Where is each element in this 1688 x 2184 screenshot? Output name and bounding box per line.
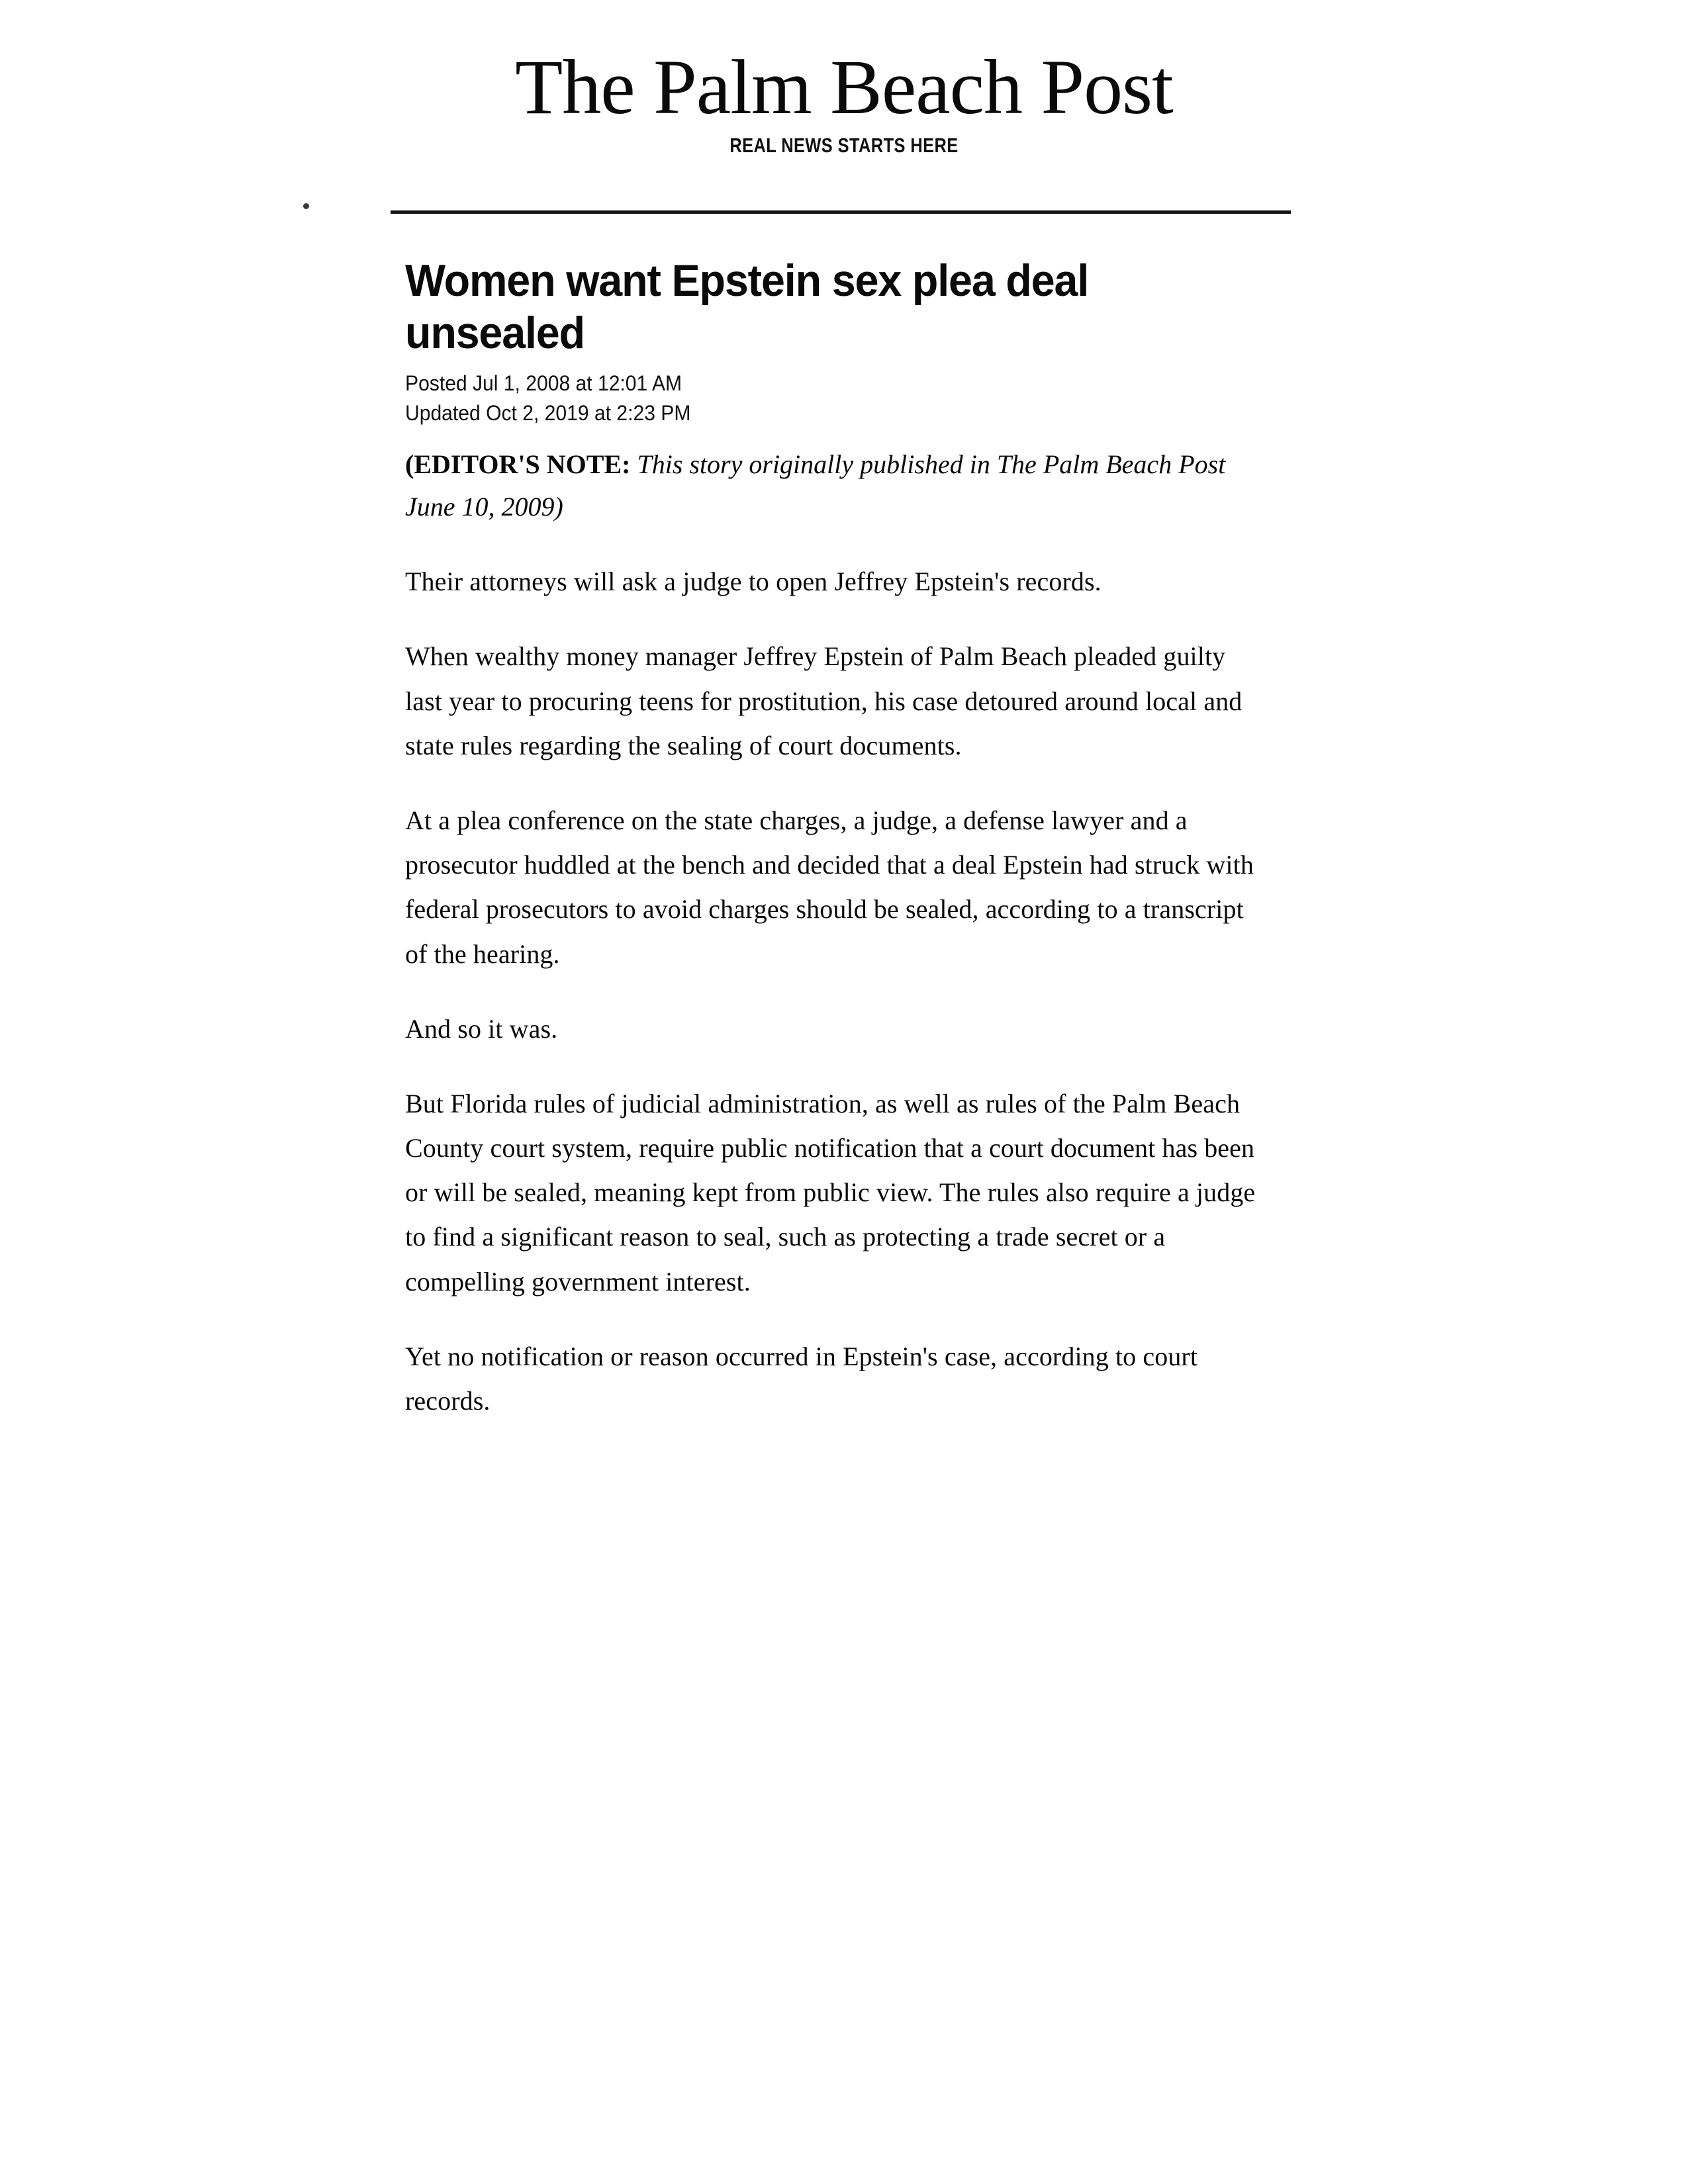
publication-tagline: REAL NEWS STARTS HERE bbox=[729, 133, 959, 157]
article-paragraph: And so it was. bbox=[405, 1013, 558, 1044]
updated-timestamp: Updated Oct 2, 2019 at 2:23 PM bbox=[405, 401, 691, 426]
editors-note-label: (EDITOR'S NOTE: bbox=[405, 449, 631, 479]
editors-note bbox=[405, 443, 1266, 529]
page-speck bbox=[303, 203, 309, 209]
publication-title: The Palm Beach Post bbox=[515, 44, 1173, 130]
article-paragraph: Yet no notification or reason occurred in Epstein's case, according to court records. bbox=[405, 1341, 1198, 1416]
editors-note-text: This story originally published in The Palm Beach Post June 10, 2009) bbox=[405, 449, 1226, 522]
article-paragraph: Their attorneys will ask a judge to open Jeffrey Epstein's records. bbox=[405, 567, 1102, 597]
posted-timestamp: Posted Jul 1, 2008 at 12:01 AM bbox=[405, 371, 682, 395]
masthead-divider bbox=[391, 210, 1291, 214]
article-paragraph: But Florida rules of judicial administration, as well as rules of the Palm Beach County court system, require public notification that a court document has been or will be sealed, meaning kept from public view. The rules also require a judge to find a significant reason to seal, such as protecting a trade secret or a compelling government interest. bbox=[405, 1088, 1256, 1297]
article-body bbox=[405, 255, 1266, 1449]
masthead bbox=[0, 46, 1688, 158]
article-headline: Women want Epstein sex plea deal unsealed bbox=[405, 255, 1089, 358]
article-paragraph: At a plea conference on the state charges, a judge, a defense lawyer and a prosecutor huddled at the bench and decided that a deal Epstein had struck with federal prosecutors to avoid charges should be sealed, according to a transcript of the hearing. bbox=[405, 805, 1254, 969]
article-paragraph: When wealthy money manager Jeffrey Epstein of Palm Beach pleaded guilty last year to procuring teens for prostitution, his case detoured around local and state rules regarding the sealing of court documents. bbox=[405, 641, 1243, 760]
